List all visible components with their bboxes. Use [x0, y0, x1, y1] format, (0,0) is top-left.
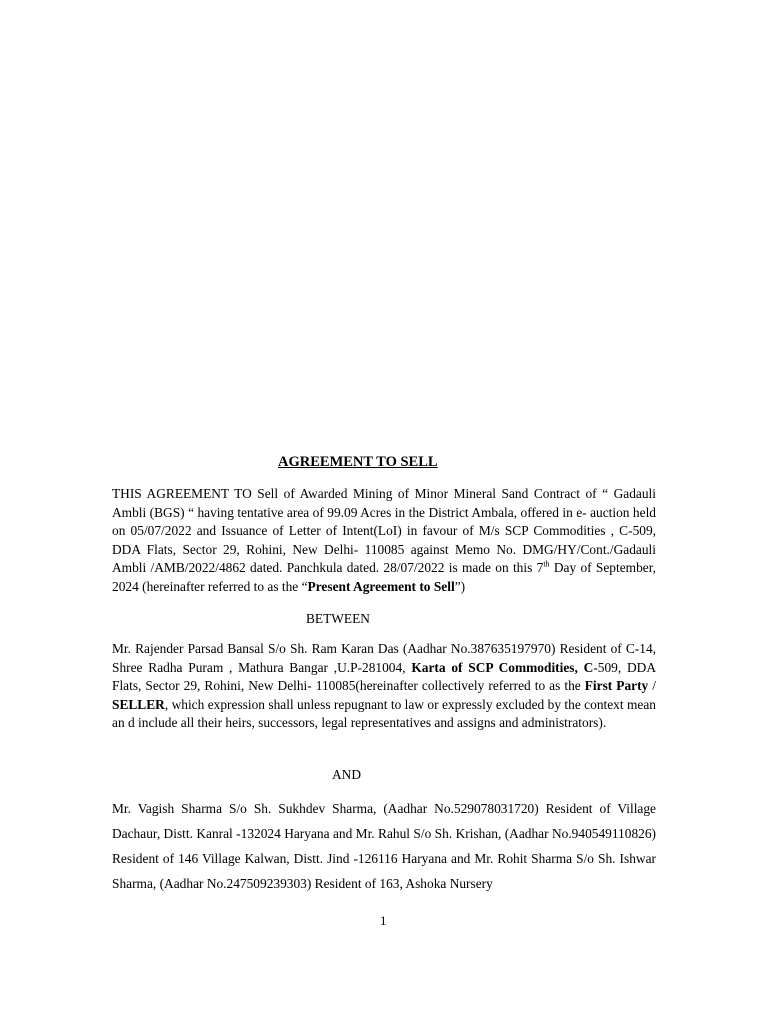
intro-text-a: THIS AGREEMENT TO Sell of Awarded Mining of Minor Mineral Sand Contract of “ Gadauli Ambli (BGS) “ having tentative area of 99.09 Acres in the District Ambala, offered in e- auction held on 05/07/2022 and Issuance of Letter of Intent(LoI) in favour of M/s SCP Commodities , C-509, DDA Flats, Sector 29, Rohini, New Delhi- 110085 against Memo No. DMG/HY/Cont./Gadauli Ambli /AMB/2022/4862 dated. Panchkula dated. 28/07/2022 is made on this 7: [112, 486, 656, 576]
second-party-paragraph: Mr. Vagish Sharma S/o Sh. Sukhdev Sharma, (Aadhar No.529078031720) Resident of Village Dachaur, Distt. Kanral -132024 Haryana and Mr. Rahul S/o Sh. Krishan, (Aadhar No.940549110826) Resident of 146 Village Kalwan, Distt. Jind -126116 Haryana and Mr. Rohit Sharma S/o Sh. Ishwar Sharma, (Aadhar No.247509239303) Resident of 163, Ashoka Nursery: [112, 801, 656, 891]
first-party-text-a: Mr. Rajender Parsad Bansal S/o Sh. Ram Karan Das (Aadhar No.387635197970) Resident of C-14, Shree Radha Puram , Mathura Bangar ,U.P-281004,: [112, 641, 656, 675]
intro-text-c: ”): [454, 578, 466, 594]
karta-bold-text: Karta of SCP Commodities, C: [411, 659, 594, 675]
first-party-text-c: /: [648, 678, 656, 694]
seller-term: SELLER: [112, 696, 165, 712]
first-party-paragraph: [112, 640, 656, 733]
first-party-term: First Party: [584, 678, 649, 694]
and-heading: AND: [332, 767, 362, 782]
agreement-intro-paragraph: [112, 485, 656, 597]
day-ordinal-suffix: th: [543, 559, 550, 569]
agreement-defined-term: Present Agreement to Sell: [307, 578, 455, 594]
document-title: AGREEMENT TO SELL: [278, 454, 438, 470]
first-party-text-b: -509, DDA Flats, Sector 29, Rohini, New Delhi- 110085(hereinafter collectively referred to as the: [112, 659, 657, 694]
page-number: 1: [380, 913, 387, 928]
intro-text-b: Day of September, 2024 (hereinafter referred to as the “: [112, 560, 656, 594]
first-party-text-d: , which expression shall unless repugnant to law or expressly excluded by the context mean an d include all their heirs, successors, legal representatives and assigns and administrators).: [112, 696, 656, 731]
between-heading: BETWEEN: [306, 611, 370, 626]
